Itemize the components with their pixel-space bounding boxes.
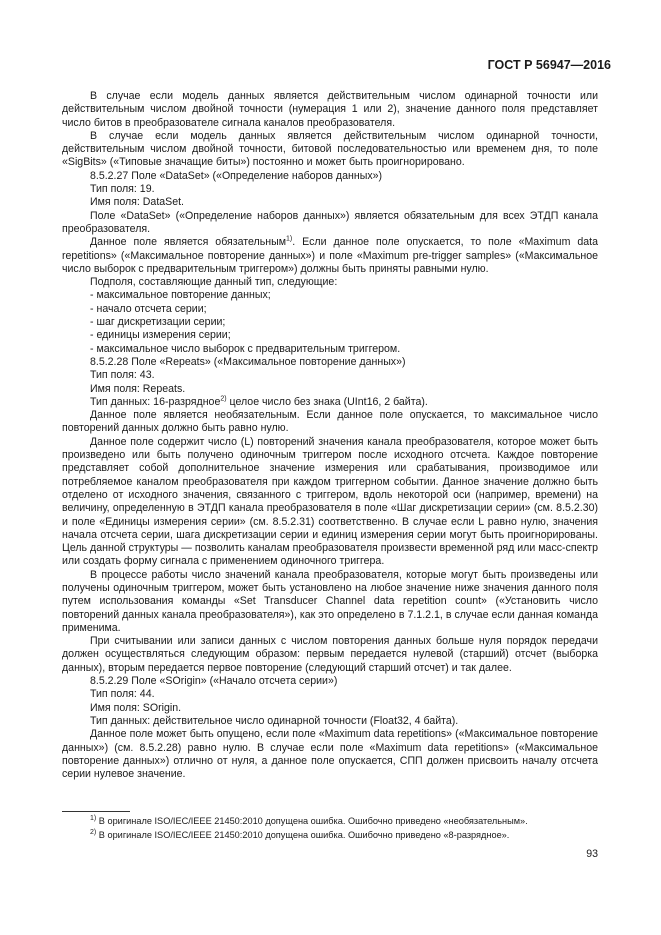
- footnote: [62, 828, 598, 842]
- paragraph-text: Данное поле содержит число (L) повторений значения канала преобразователя, которое может быть произведено или быть получено одиночным триггером после исходного отсчета. Каждое повторение представляет собой дополнительное значение измерения или срабатывания, производимое или потребляемое каналом преобразователя при каждом триггерном событии. Данное значение должно быть отделено от исходного значения, связанного с триггером, вдоль некоторой оси (например, времени) на величину, определенную в ЭТДП канала преобразователя в поле «Шаг дискретизации серии» (см. 8.5.2.30) и поле «Единицы измерения серии» (см. 8.5.2.31) соответственно. В случае если L равно нулю, значения начала отсчета серии, шага дискретизации серии и единиц измерения серии могут быть проигнорированы. Цель данной структуры — позволить каналам преобразователя произвести временной ряд или масс-спектр или создать форму сигнала с применением одиночного триггера.: [62, 435, 598, 568]
- paragraph: [62, 183, 598, 196]
- paragraph: [62, 130, 598, 170]
- paragraph-text: Тип поля: 19.: [90, 183, 155, 196]
- page-number: 93: [586, 848, 598, 860]
- paragraph: [62, 383, 598, 396]
- paragraph-text: В случае если модель данных является действительным числом одинарной точности, действительным числом двойной точности, битовой последовательностью или временем дня, то поле «SigBits» («Типовые значащие биты») постоянно и может быть проигнорировано.: [62, 129, 598, 169]
- paragraph: [62, 90, 598, 130]
- paragraph: [62, 715, 598, 728]
- paragraph-text: - максимальное число выборок с предварительным триггером.: [90, 342, 401, 355]
- footnote-reference: 1): [286, 235, 293, 243]
- paragraph-text: - единицы измерения серии;: [90, 329, 231, 342]
- paragraph-text: Тип данных: 16-разрядное: [90, 395, 221, 408]
- footnote-mark: 1): [90, 814, 97, 822]
- footnote-list: [62, 814, 598, 842]
- list-item: [62, 316, 598, 329]
- paragraph-text: Тип поля: 43.: [90, 369, 155, 382]
- paragraph-text: В случае если модель данных является действительным числом одинарной точности или действительным числом двойной точности (нумерация 1 или 2), значение данного поля представляет число битов в преобразователе сигнала каналов преобразователя.: [62, 90, 598, 129]
- paragraph: [62, 276, 598, 289]
- paragraph-text: - начало отсчета серии;: [90, 302, 207, 315]
- paragraph-text: целое число без знака (UInt16, 2 байта).: [226, 395, 428, 408]
- paragraph-text: 8.5.2.28 Поле «Repeats» («Максимальное повторение данных»): [90, 355, 406, 368]
- paragraph: [62, 409, 598, 436]
- paragraph: [62, 436, 598, 569]
- paragraph: [62, 170, 598, 183]
- paragraph-text: При считывании или записи данных с числом повторения данных больше нуля порядок передачи должен осуществляться следующим образом: первым передается нулевой (старший) отсчет (выборка данных), вторым передается первое повторение (следующий старший отсчет) и так далее.: [62, 635, 598, 674]
- paragraph-text: Имя поля: Repeats.: [90, 382, 186, 395]
- paragraph-text: - шаг дискретизации серии;: [90, 316, 226, 329]
- paragraph: [62, 728, 598, 781]
- paragraph: [62, 569, 598, 635]
- paragraph: [62, 635, 598, 675]
- document-header: ГОСТ Р 56947—2016: [487, 58, 611, 72]
- paragraph-text: Тип данных: действительное число одинарной точности (Float32, 4 байта).: [90, 714, 459, 727]
- paragraph-text: Данное поле является обязательным: [90, 236, 286, 249]
- paragraph: [62, 396, 598, 409]
- paragraph-text: - максимальное повторение данных;: [90, 289, 271, 302]
- document-body: [62, 90, 598, 781]
- paragraph-text: Подполя, составляющие данный тип, следующие:: [90, 276, 338, 289]
- footnote: [62, 814, 598, 828]
- paragraph: [62, 675, 598, 688]
- paragraph: [62, 210, 598, 237]
- list-item: [62, 343, 598, 356]
- footnote-mark: 2): [90, 828, 97, 836]
- paragraph-text: Имя поля: DataSet.: [90, 196, 184, 209]
- list-item: [62, 303, 598, 316]
- paragraph-text: Имя поля: SOrigin.: [90, 701, 182, 714]
- paragraph-text: . Если данное поле опускается, то поле «Maximum data repetitions» («Максимальное повторение данных») и поле «Maximum pre-trigger samples» («Максимальное число выборок с предварительным триггером») должны быть приняты равными нулю.: [62, 236, 598, 275]
- paragraph: [62, 356, 598, 369]
- paragraph-text: 8.5.2.29 Поле «SOrigin» («Начало отсчета серии»): [90, 675, 338, 688]
- list-item: [62, 329, 598, 342]
- paragraph-text: Данное поле может быть опущено, если поле «Maximum data repetitions» («Максимальное повторение данных») (см. 8.5.2.28) равно нулю. В случае если поле «Maximum data repetitions» («Максимальное повторение данных») отлично от нуля, а данное поле опускается, СПП должен присвоить началу отсчета серии нулевое значение.: [62, 728, 598, 781]
- paragraph: [62, 196, 598, 209]
- footnote-rule: [62, 811, 130, 812]
- paragraph-text: 8.5.2.27 Поле «DataSet» («Определение наборов данных»): [90, 169, 383, 182]
- paragraph-text: В процессе работы число значений канала преобразователя, которые могут быть произведены или получены одиночным триггером, может быть установлено на любое значение ниже значения данного поля путем использования команды «Set Transducer Channel data repetition count» («Установить число повторений данных канала преобразователя»), как это определено в 7.1.2.1, в случае если данная команда применима.: [62, 568, 598, 634]
- footnote-text: В оригинале ISO/IEC/IEEE 21450:2010 допущена ошибка. Ошибочно приведено «8-разрядное».: [96, 830, 510, 840]
- footnote-text: В оригинале ISO/IEC/IEEE 21450:2010 допущена ошибка. Ошибочно приведено «необязательным».: [96, 816, 528, 826]
- footnotes: [62, 811, 598, 842]
- paragraph: [62, 236, 598, 276]
- list-item: [62, 289, 598, 302]
- paragraph-text: Поле «DataSet» («Определение наборов данных») является обязательным для всех ЭТДП канала преобразователя.: [62, 209, 598, 235]
- paragraph-text: Тип поля: 44.: [90, 688, 155, 701]
- paragraph: [62, 688, 598, 701]
- paragraph-text: Данное поле является необязательным. Если данное поле опускается, то максимальное число повторений данных должно быть равно нулю.: [62, 409, 598, 435]
- paragraph: [62, 702, 598, 715]
- footnote-reference: 2): [220, 395, 227, 403]
- paragraph: [62, 369, 598, 382]
